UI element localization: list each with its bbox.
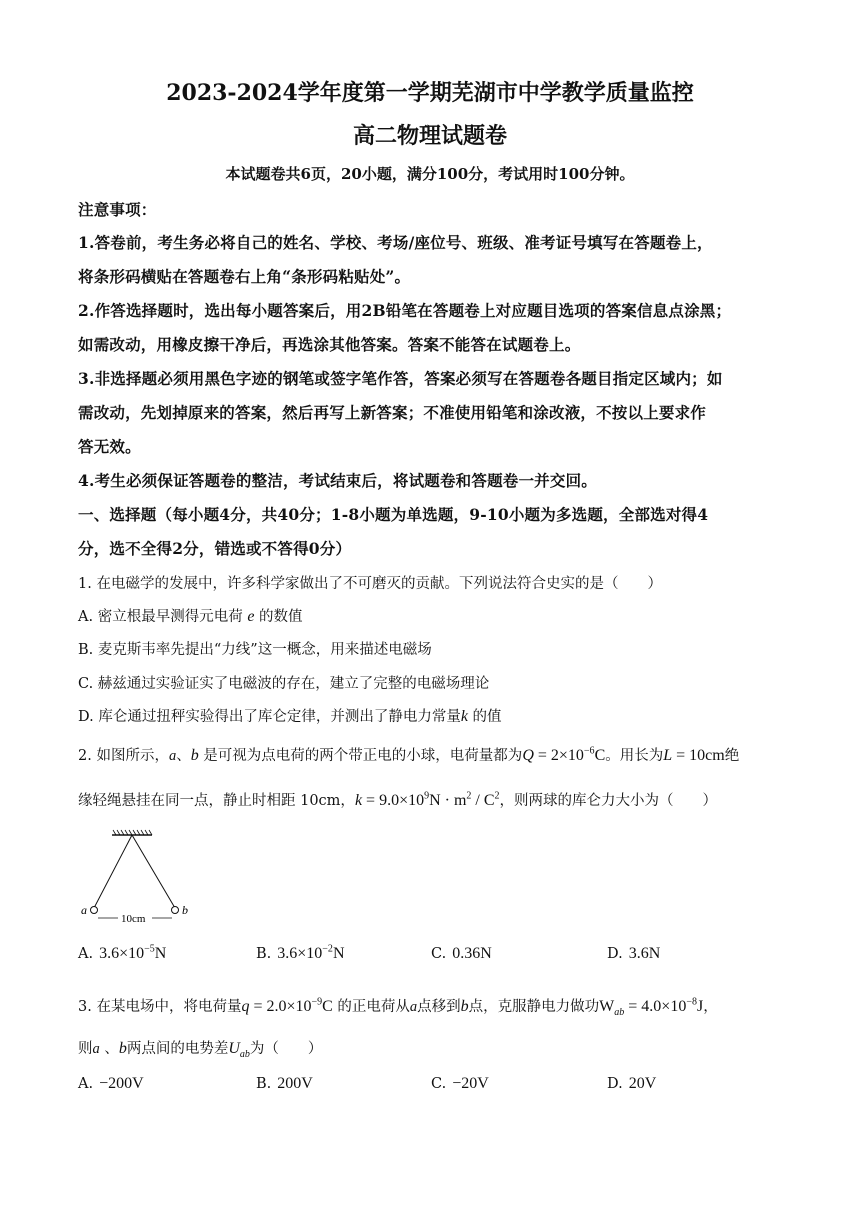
ceiling-support xyxy=(112,830,152,835)
q3-option-a: A. −200V xyxy=(78,1075,144,1092)
q2-stem-line1: 2. 如图所示，a、b 是可视为点电荷的两个带正电的小球，电荷量都为$Q = 2\times 10^{-6}C$。用长为L = 10cm绝 xyxy=(78,745,740,764)
q1-option-a: A. 密立根最早测得元电荷 e 的数值 xyxy=(78,608,303,625)
q2-option-d: D. 3.6N xyxy=(607,945,661,962)
notes-heading: 注意事项： xyxy=(78,200,157,219)
exam-title: 2023-2024学年度第一学期芜湖市中学教学质量监控 xyxy=(166,80,694,106)
note-line-6: 需改动，先划掉原来的答案，然后再写上新答案；不准使用铅笔和涂改液，不按以上要求作 xyxy=(78,403,707,422)
note-line-5: 3.非选择题必须用黑色字迹的钢笔或签字笔作答，答案必须写在答题卷各题目指定区域内；如 xyxy=(78,369,723,388)
q2-option-b: B. $3.6\times 10^{-2}N$ xyxy=(256,943,345,962)
pendulum-figure xyxy=(78,828,208,928)
q3-stem-line1: 3. 在某电场中，将电荷量$q = 2.0\times 10^{-9}C$ 的正电荷从a点移到b点，克服静电力做功$W_{ab} = 4.0\times 10^{-8}J$， xyxy=(78,996,718,1019)
exam-subtitle: 高二物理试题卷 xyxy=(352,123,507,149)
q1-option-b: B. 麦克斯韦率先提出“力线”这一概念，用来描述电磁场 xyxy=(78,642,432,658)
q3-option-d: D. 20V xyxy=(607,1075,657,1092)
note-line-2: 将条形码横贴在答题卷右上角“条形码粘贴处”。 xyxy=(78,267,411,286)
rope-left xyxy=(94,835,132,908)
q1-option-c: C. 赫兹通过实验证实了电磁波的存在，建立了完整的电磁场理论 xyxy=(78,676,490,692)
q2-option-c: C. 0.36N xyxy=(431,945,492,962)
section1-line2: 分，选不全得2分，错选或不答得0分） xyxy=(78,539,352,558)
q3-option-c: C. −20V xyxy=(431,1075,489,1092)
q2-stem-line2: 缘轻绳悬挂在同一点，静止时相距 10cm，$k = 9.0\times 10^9N \cdot m^2 / C^2$，则两球的库仑力大小为（ ） xyxy=(78,790,718,809)
label-a: a xyxy=(81,903,87,917)
section1-line1: 一、选择题（每小题4分，共40分；1-8小题为单选题，9-10小题为多选题，全部选对得4 xyxy=(78,505,709,524)
note-line-3: 2.作答选择题时，选出每小题答案后，用2B铅笔在答题卷上对应题目选项的答案信息点涂黑； xyxy=(78,301,732,320)
label-b: b xyxy=(182,903,188,917)
ball-b xyxy=(172,907,179,914)
note-line-4: 如需改动，用橡皮擦干净后，再选涂其他答案。答案不能答在试题卷上。 xyxy=(78,335,581,354)
q1-option-d: D. 库仑通过扭秤实验得出了库仑定律，并测出了静电力常量k 的值 xyxy=(78,708,502,725)
q2-option-a: A. $3.6\times 10^{-5}N$ xyxy=(78,943,167,962)
distance-label: 10cm xyxy=(121,913,146,925)
ball-a xyxy=(91,907,98,914)
note-line-7: 答无效。 xyxy=(78,437,141,456)
q1-stem: 1. 在电磁学的发展中，许多科学家做出了不可磨灭的贡献。下列说法符合史实的是（ ） xyxy=(78,576,662,592)
q3-option-b: B. 200V xyxy=(256,1075,313,1092)
rope-right xyxy=(132,835,175,908)
q3-stem-line2: 则a 、b两点间的电势差$U_{ab}$为（ ） xyxy=(78,1040,323,1061)
note-line-8: 4.考生必须保证答题卷的整洁，考试结束后，将试题卷和答题卷一并交回。 xyxy=(78,471,597,490)
exam-info: 本试题卷共6页，20小题，满分100分，考试用时100分钟。 xyxy=(225,165,635,183)
note-line-1: 1.答卷前，考生务必将自己的姓名、学校、考场/座位号、班级、准考证号填写在答题卷上， xyxy=(78,233,713,252)
